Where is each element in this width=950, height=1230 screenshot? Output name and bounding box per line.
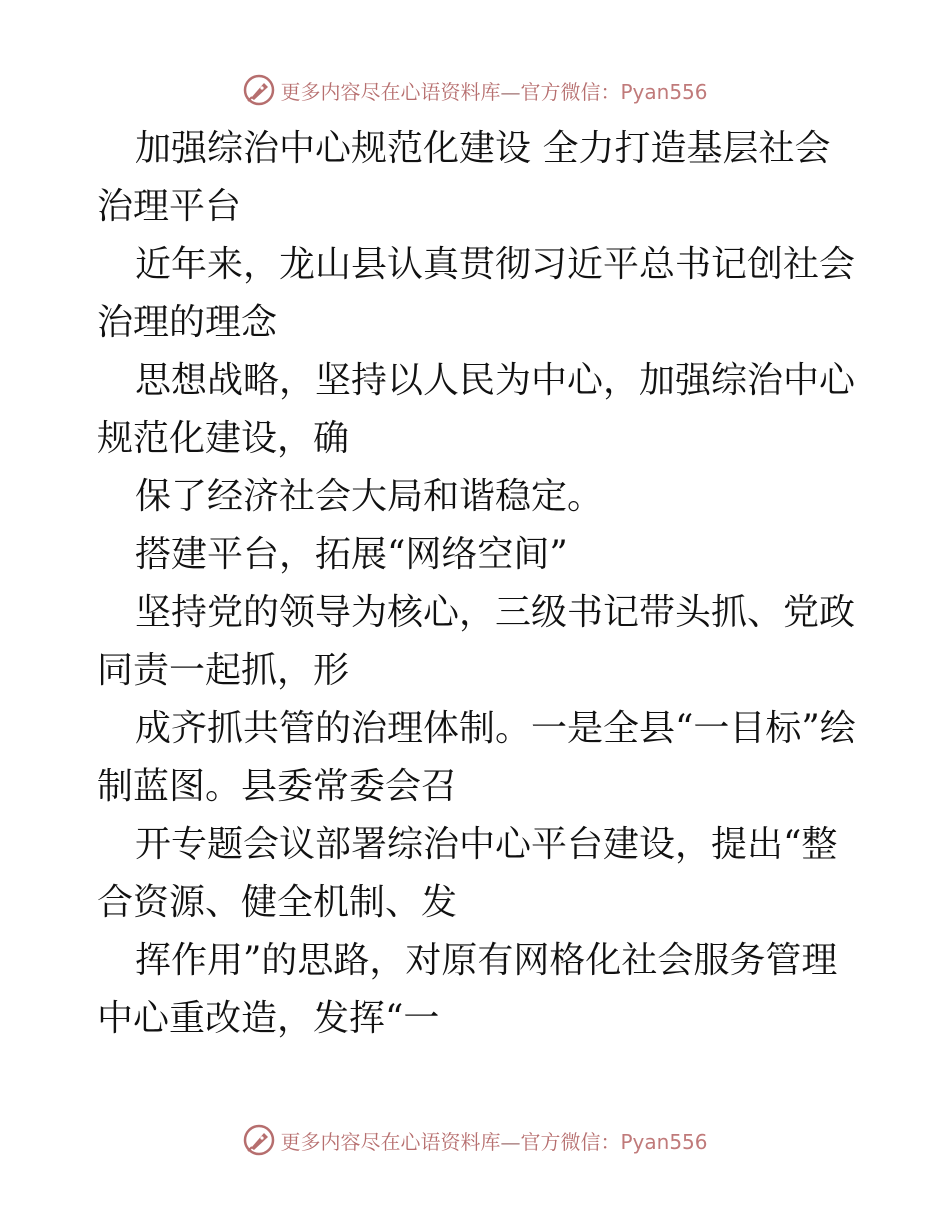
header-watermark xyxy=(0,70,950,110)
pen-nib-logo-icon xyxy=(242,1123,276,1157)
watermark-text: 更多内容尽在心语资料库 xyxy=(280,1129,501,1154)
watermark-text: 更多内容尽在心语资料库 xyxy=(280,79,501,104)
paragraph: 思想战略，坚持以人民为中心，加强综治中心规范化建设，确 xyxy=(97,360,856,459)
paragraph: 坚持党的领导为核心，三级书记带头抓、党政同责一起抓，形 xyxy=(97,592,856,691)
document-title: 加强综治中心规范化建设 全力打造基层社会治理平台 xyxy=(97,128,831,227)
watermark-account-id: Pyan556 xyxy=(620,1129,708,1154)
footer-watermark xyxy=(0,1120,950,1160)
watermark-account-label: 官方微信： xyxy=(520,79,621,104)
watermark-account-id: Pyan556 xyxy=(620,79,708,104)
document-body xyxy=(97,120,857,1048)
section-heading: 搭建平台，拓展“网络空间” xyxy=(135,534,568,575)
watermark-dash: — xyxy=(500,1129,521,1154)
watermark-dash: — xyxy=(500,79,521,104)
paragraph: 保了经济社会大局和谐稳定。 xyxy=(135,476,604,517)
paragraph: 开专题会议部署综治中心平台建设，提出“整合资源、健全机制、发 xyxy=(97,824,838,923)
paragraph: 成齐抓共管的治理体制。一是全县“一目标”绘制蓝图。县委常委会召 xyxy=(97,708,856,807)
paragraph: 近年来，龙山县认真贯彻习近平总书记创社会治理的理念 xyxy=(97,244,856,343)
watermark-account-label: 官方微信： xyxy=(520,1129,621,1154)
paragraph: 挥作用”的思路，对原有网格化社会服务管理中心重改造，发挥“一 xyxy=(97,940,838,1039)
pen-nib-logo-icon xyxy=(242,73,276,107)
